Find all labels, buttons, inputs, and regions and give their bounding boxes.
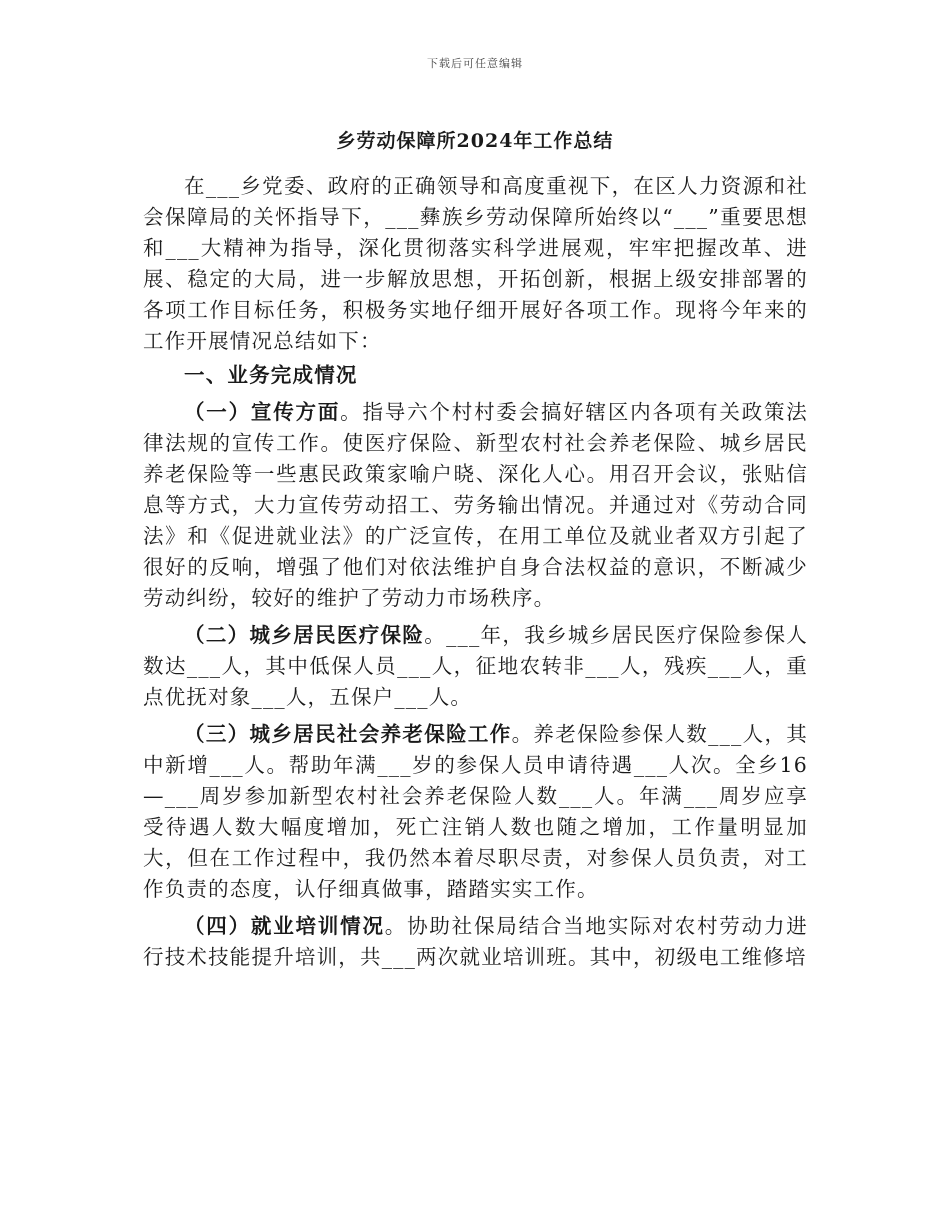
item-body: 。指导六个村村委会搞好辖区内各项有关政策法律法规的宣传工作。使医疗保险、新型农村社会养老保险、城乡居民养老保险等一些惠民政策家喻户晓、深化人心。用召开会议，张贴信息等方式，大力宣传劳动招工、劳务输出情况。并通过对《劳动合同法》和《促进就业法》的广泛宣传，在用工单位及就业者双方引起了很好的反响，增强了他们对依法维护自身合法权益的意识，不断减少劳动纠纷，较好的维护了劳动力市场秩序。	[143, 400, 808, 610]
item-lead: （一）宣传方面	[184, 400, 341, 424]
item-body: 。协助社保局结合当地实际对农村劳动力进行技术技能提升培训，共___两次就业培训班。其中，初级电工维修培	[143, 914, 808, 969]
item-lead: （二）城乡居民医疗保险	[184, 623, 425, 647]
item-lead: （四）就业培训情况	[184, 914, 385, 938]
item-lead: （三）城乡居民社会养老保险工作	[184, 722, 512, 746]
document-body	[143, 171, 808, 979]
item-paragraph-pension-insurance	[143, 719, 808, 905]
header-note: 下载后可任意编辑	[427, 57, 523, 70]
item-paragraph-medical-insurance	[143, 620, 808, 713]
section-heading: 一、业务完成情况	[184, 363, 358, 387]
item-body: 。___年，我乡城乡居民医疗保险参保人数达___人，其中低保人员___人，征地农转非___人，残疾___人，重点优抚对象___人，五保户___人。	[143, 623, 808, 709]
item-body: 。养老保险参保人数___人，其中新增___人。帮助年满___岁的参保人员申请待遇___人次。全乡16—___周岁参加新型农村社会养老保险人数___人。年满___周岁应享受待遇人数大幅度增加，死亡注销人数也随之增加，工作量明显加大，但在工作过程中，我仍然本着尽职尽责，对参保人员负责，对工作负责的态度，认仔细真做事，踏踏实实工作。	[143, 722, 809, 901]
document-title: 乡劳动保障所2024年工作总结	[336, 130, 614, 152]
item-paragraph-employment-training	[143, 911, 808, 973]
item-paragraph-propaganda	[143, 397, 808, 614]
intro-paragraph: 在___乡党委、政府的正确领导和高度重视下，在区人力资源和社会保障局的关怀指导下，___彝族乡劳动保障所始终以“___”重要思想和___大精神为指导，深化贯彻落实科学进展观，牢牢把握改革、进展、稳定的大局，进一步解放思想，开拓创新，根据上级安排部署的各项工作目标任务，积极务实地仔细开展好各项工作。现将今年来的工作开展情况总结如下：	[143, 174, 808, 353]
